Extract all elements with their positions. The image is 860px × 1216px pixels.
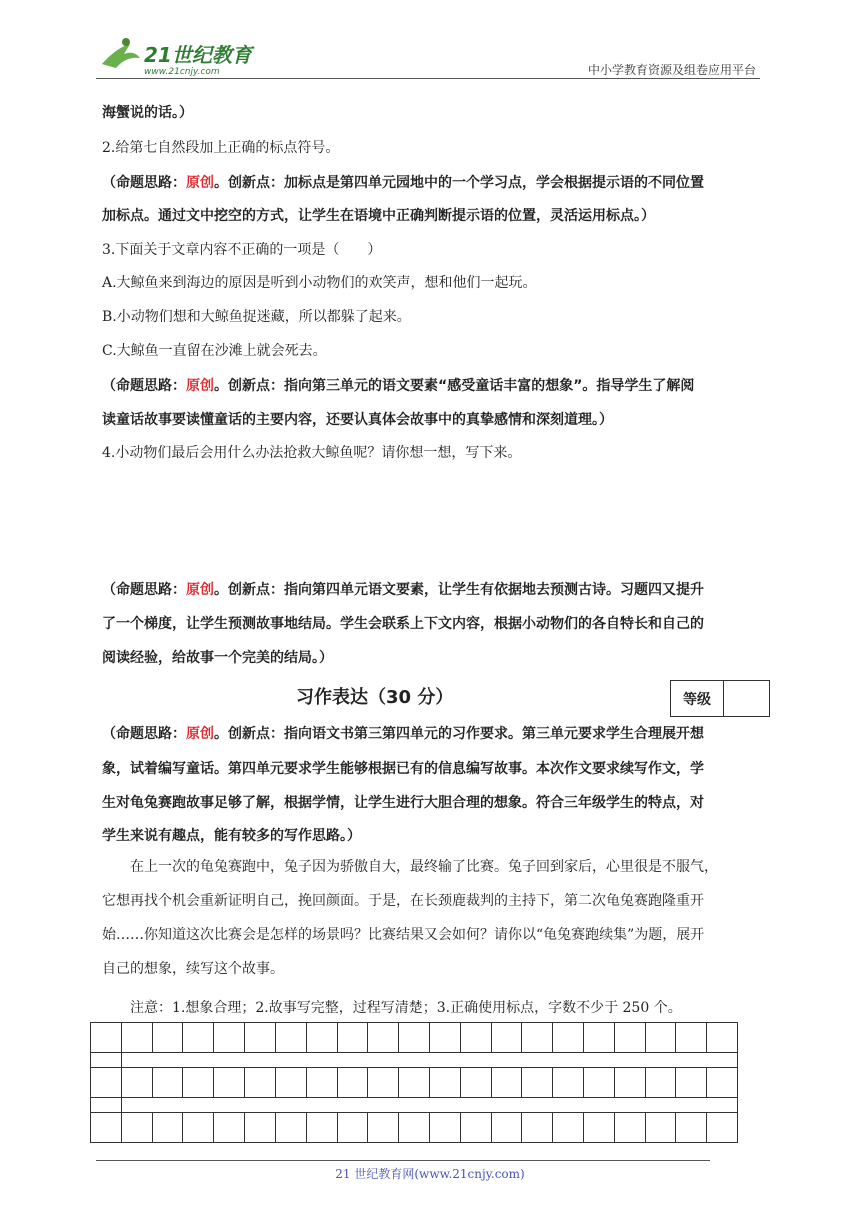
grid-cell[interactable] [399,1067,430,1097]
grid-cell[interactable] [430,1112,461,1142]
text-line [102,996,768,1020]
grid-cell[interactable] [461,1022,492,1052]
text-line [102,578,768,602]
text-span: B.小动物们想和大鲸鱼捉迷藏，所以都躲了起来。 [102,309,411,325]
text-span: （命题思路： [102,175,186,191]
text-line [102,374,768,398]
grid-cell[interactable] [214,1067,245,1097]
logo-url: www.21cnjy.com [144,67,220,77]
grid-row [90,1022,738,1052]
grid-cell[interactable] [183,1022,214,1052]
grid-cell[interactable] [245,1067,276,1097]
text-span: A.大鲸鱼来到海边的原因是听到小动物们的欢笑声，想和他们一起玩。 [102,275,537,291]
text-line [102,722,768,746]
grid-cell[interactable] [91,1022,122,1052]
text-span: 象，试着编写童话。第四单元要求学生能够根据已有的信息编写故事。本次作文要求续写作文，学 [102,761,704,777]
text-span: 加标点。通过文中挖空的方式，让学生在语境中正确判断提示语的位置，灵活运用标点。） [102,208,655,224]
text-line [102,238,768,262]
grid-cell[interactable] [338,1067,369,1097]
grid-cell[interactable] [399,1022,430,1052]
grid-cell[interactable] [122,1067,153,1097]
grid-cell[interactable] [676,1112,707,1142]
grid-cell[interactable] [307,1112,338,1142]
text-span: 阅读经验，给故事一个完美的结局。） [102,650,333,666]
text-span: 读童话故事要读懂童话的主要内容，还要认真体会故事中的真挚感情和深刻道理。） [102,412,613,428]
grid-cell[interactable] [646,1067,677,1097]
section-title: 习作表达（30 分） [296,687,454,708]
grid-cell[interactable] [183,1112,214,1142]
grid-cell[interactable] [368,1067,399,1097]
platform-name: 中小学教育资源及组卷应用平台 [587,63,756,77]
grid-cell[interactable] [553,1067,584,1097]
text-line [102,612,768,636]
text-span: 。创新点：指向第三单元的语文要素“感受童话丰富的想象”。指导学生了解阅 [214,378,695,394]
grid-row [90,1067,738,1097]
text-span: （命题思路： [102,378,186,394]
grid-cell[interactable] [91,1112,122,1142]
text-span: 2.给第七自然段加上正确的标点符号。 [102,140,340,156]
grid-cell[interactable] [276,1112,307,1142]
grid-cell[interactable] [615,1067,646,1097]
grid-cell[interactable] [461,1067,492,1097]
grade-value-cell[interactable] [724,681,769,716]
text-span: （命题思路： [102,726,186,742]
text-line [102,136,768,160]
grid-cell[interactable] [553,1112,584,1142]
text-span: 学生来说有趣点，能有较多的写作思路。） [102,828,361,844]
grid-spacer [90,1052,738,1067]
grid-cell[interactable] [153,1067,184,1097]
grid-cell[interactable] [584,1067,615,1097]
grid-bottom-border [90,1142,738,1143]
grid-cell[interactable] [584,1022,615,1052]
grade-label: 等级 [671,681,724,716]
grid-cell[interactable] [245,1022,276,1052]
grid-cell[interactable] [646,1022,677,1052]
grid-row [90,1112,738,1142]
grid-cell[interactable] [492,1067,523,1097]
text-line [102,646,768,670]
logo-title: 21世纪教育 [144,43,252,67]
text-span: 4.小动物们最后会用什么办法抢救大鲸鱼呢？请你想一想，写下来。 [102,445,522,461]
original-tag: 原创 [186,175,214,191]
text-line [102,923,768,947]
text-span: （命题思路： [102,582,186,598]
grid-cell[interactable] [276,1022,307,1052]
grid-cell[interactable] [676,1022,707,1052]
grid-cell[interactable] [307,1022,338,1052]
text-line [102,101,768,125]
grid-cell[interactable] [492,1112,523,1142]
grid-cell[interactable] [430,1067,461,1097]
grid-cell[interactable] [245,1112,276,1142]
original-tag: 原创 [186,726,214,742]
grid-cell[interactable] [522,1022,553,1052]
text-line [102,824,768,848]
grid-cell[interactable] [338,1022,369,1052]
text-span: 海蟹说的话。） [102,105,193,121]
text-line [102,441,768,465]
grid-cell[interactable] [368,1112,399,1142]
grid-cell[interactable] [399,1112,430,1142]
text-span: 它想再找个机会重新证明自己，挽回颜面。于是，在长颈鹿裁判的主持下，第二次龟兔赛跑隆重开 [102,893,704,909]
grid-cell[interactable] [153,1022,184,1052]
text-line [102,171,768,195]
text-span: 。创新点：指向语文书第三第四单元的习作要求。第三单元要求学生合理展开想 [214,726,704,742]
text-span: 始……你知道这次比赛会是怎样的场景吗？比赛结果又会如何？请你以“龟兔赛跑续集”为题，展开 [102,927,705,943]
grid-cell[interactable] [461,1112,492,1142]
grid-cell[interactable] [492,1022,523,1052]
grid-cell[interactable] [338,1112,369,1142]
grid-cell[interactable] [646,1112,677,1142]
original-tag: 原创 [186,378,214,394]
grid-cell[interactable] [307,1067,338,1097]
text-line [102,855,768,879]
grid-cell[interactable] [214,1022,245,1052]
text-span: 3.下面关于文章内容不正确的一项是（ ） [102,242,382,258]
text-span: 。创新点：加标点是第四单元园地中的一个学习点，学会根据提示语的不同位置 [214,175,704,191]
header-divider [96,78,760,79]
text-line [102,957,768,981]
grid-cell[interactable] [368,1022,399,1052]
grid-cell[interactable] [91,1067,122,1097]
grid-cell[interactable] [183,1067,214,1097]
grid-cell[interactable] [676,1067,707,1097]
writing-grid [90,1022,738,1143]
grid-spacer [90,1097,738,1112]
text-line [102,204,768,228]
text-line [102,339,768,363]
grid-cell[interactable] [707,1022,738,1052]
text-span: 生对龟兔赛跑故事足够了解，根据学情，让学生进行大胆合理的想象。符合三年级学生的特点，对 [102,795,704,811]
text-span: C.大鲸鱼一直留在沙滩上就会死去。 [102,343,327,359]
grade-box [670,680,770,717]
text-line [102,889,768,913]
text-span: 在上一次的龟兔赛跑中，兔子因为骄傲自大，最终输了比赛。兔子回到家后，心里很是不服气， [102,859,718,875]
grid-cell[interactable] [214,1112,245,1142]
text-span: 注意：1.想象合理；2.故事写完整，过程写清楚；3.正确使用标点，字数不少于 250 个。 [102,1000,682,1016]
grid-cell[interactable] [615,1112,646,1142]
grid-cell[interactable] [522,1112,553,1142]
grid-cell[interactable] [584,1112,615,1142]
text-span: 自己的想象，续写这个故事。 [102,961,284,977]
site-logo [96,34,256,78]
grid-cell[interactable] [707,1067,738,1097]
grid-cell[interactable] [707,1112,738,1142]
text-line [102,408,768,432]
text-span: 。创新点：指向第四单元语文要素，让学生有依据地去预测古诗。习题四又提升 [214,582,704,598]
grid-cell[interactable] [430,1022,461,1052]
grid-cell[interactable] [553,1022,584,1052]
grid-cell[interactable] [122,1112,153,1142]
footer-text: 21 世纪教育网(www.21cnjy.com) [335,1167,525,1181]
grid-cell[interactable] [615,1022,646,1052]
text-line [102,791,768,815]
grid-cell[interactable] [153,1112,184,1142]
text-line [102,271,768,295]
text-line [102,757,768,781]
text-span: 了一个梯度，让学生预测故事地结局。学生会联系上下文内容，根据小动物们的各自特长和自己的 [102,616,704,632]
footer-divider [96,1160,710,1161]
grid-cell[interactable] [122,1022,153,1052]
grid-cell[interactable] [522,1067,553,1097]
text-line [102,305,768,329]
original-tag: 原创 [186,582,214,598]
grid-cell[interactable] [276,1067,307,1097]
